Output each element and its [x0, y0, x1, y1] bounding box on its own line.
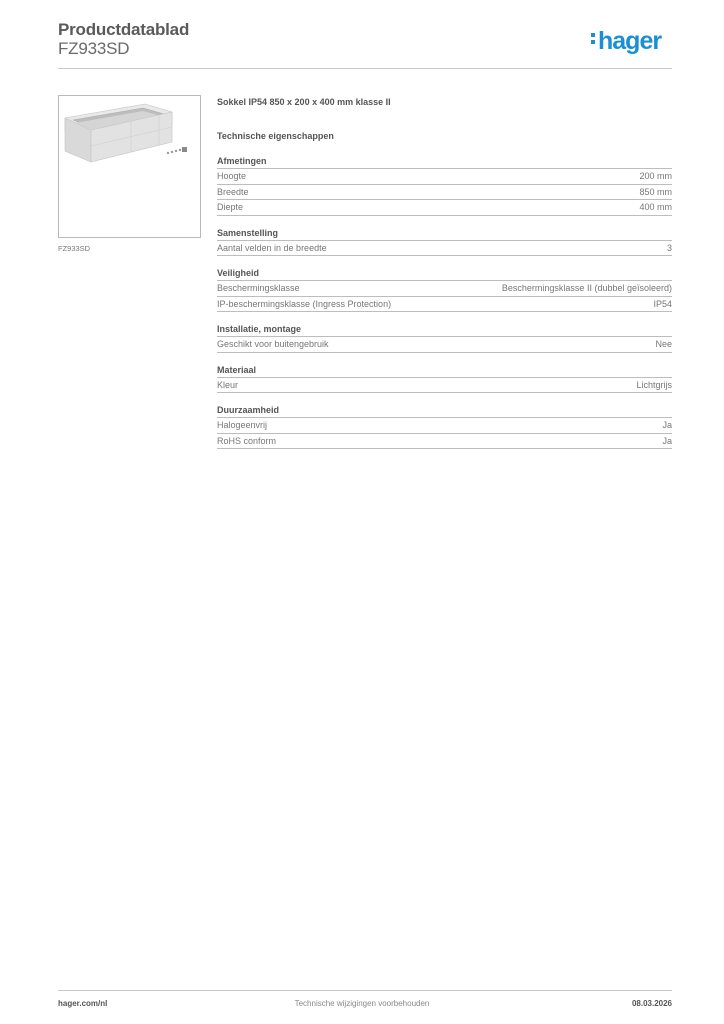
spec-label: Hoogte: [217, 171, 247, 181]
spec-value: Lichtgrijs: [636, 379, 672, 390]
spec-row: [217, 169, 672, 185]
spec-value: Nee: [655, 339, 672, 349]
spec-row: [217, 337, 672, 353]
spec-row: [217, 200, 672, 216]
spec-value: Beschermingsklasse II (dubbel geïsoleerd): [501, 283, 672, 293]
group-materiaal: [217, 364, 672, 394]
spec-content: [217, 95, 672, 460]
spec-row: [217, 241, 672, 257]
document-title: Productdatablad: [58, 20, 190, 39]
product-image: [58, 95, 201, 238]
group-veiligheid: [217, 267, 672, 312]
spec-value: IP54: [653, 298, 672, 309]
hager-logo: hager: [591, 27, 661, 56]
spec-value: 200 mm: [639, 171, 672, 181]
spec-row: [217, 281, 672, 297]
spec-label: Aantal velden in de breedte: [217, 242, 327, 253]
spec-label: Geschikt voor buitengebruik: [217, 339, 329, 349]
spec-value: 850 mm: [639, 186, 672, 197]
spec-label: Beschermingsklasse: [217, 283, 300, 293]
footer-date: 08.03.2026: [631, 999, 672, 1008]
footer-divider: [58, 990, 672, 991]
footer-disclaimer: Technische wijzigingen voorbehouden: [294, 999, 430, 1008]
product-name: Sokkel IP54 850 x 200 x 400 mm klasse II: [217, 97, 391, 107]
spec-row: [217, 185, 672, 201]
spec-label: Diepte: [217, 202, 244, 212]
spec-row: [217, 418, 672, 434]
logo-colon-icon: [591, 30, 596, 47]
spec-value: 3: [666, 242, 672, 253]
spec-row: [217, 297, 672, 313]
group-title: Duurzaamheid: [217, 404, 672, 418]
group-title: Afmetingen: [217, 155, 672, 169]
footer-website-link[interactable]: hager.com/nl: [58, 999, 108, 1008]
group-title: Samenstelling: [217, 227, 672, 241]
spec-label: Breedte: [217, 186, 249, 197]
spec-label: Kleur: [217, 379, 239, 390]
spec-value: Ja: [662, 420, 672, 430]
group-title: Materiaal: [217, 364, 672, 378]
group-afmetingen: [217, 155, 672, 216]
group-title: Installatie, montage: [217, 323, 672, 337]
group-samenstelling: [217, 227, 672, 257]
spec-row: [217, 378, 672, 394]
spec-value: 400 mm: [639, 202, 672, 212]
product-code: FZ933SD: [58, 39, 130, 58]
sokkel-illustration: [59, 96, 200, 237]
spec-value: Ja: [662, 435, 672, 446]
spec-row: [217, 434, 672, 450]
section-title: Technische eigenschappen: [217, 131, 334, 141]
header-divider: [58, 68, 672, 69]
spec-label: RoHS conform: [217, 435, 277, 446]
image-caption: FZ933SD: [58, 244, 91, 253]
spec-label: IP-beschermingsklasse (Ingress Protection): [217, 298, 392, 309]
group-title: Veiligheid: [217, 267, 672, 281]
group-duurzaamheid: [217, 404, 672, 449]
spec-label: Halogeenvrij: [217, 420, 268, 430]
group-installatie: [217, 323, 672, 353]
